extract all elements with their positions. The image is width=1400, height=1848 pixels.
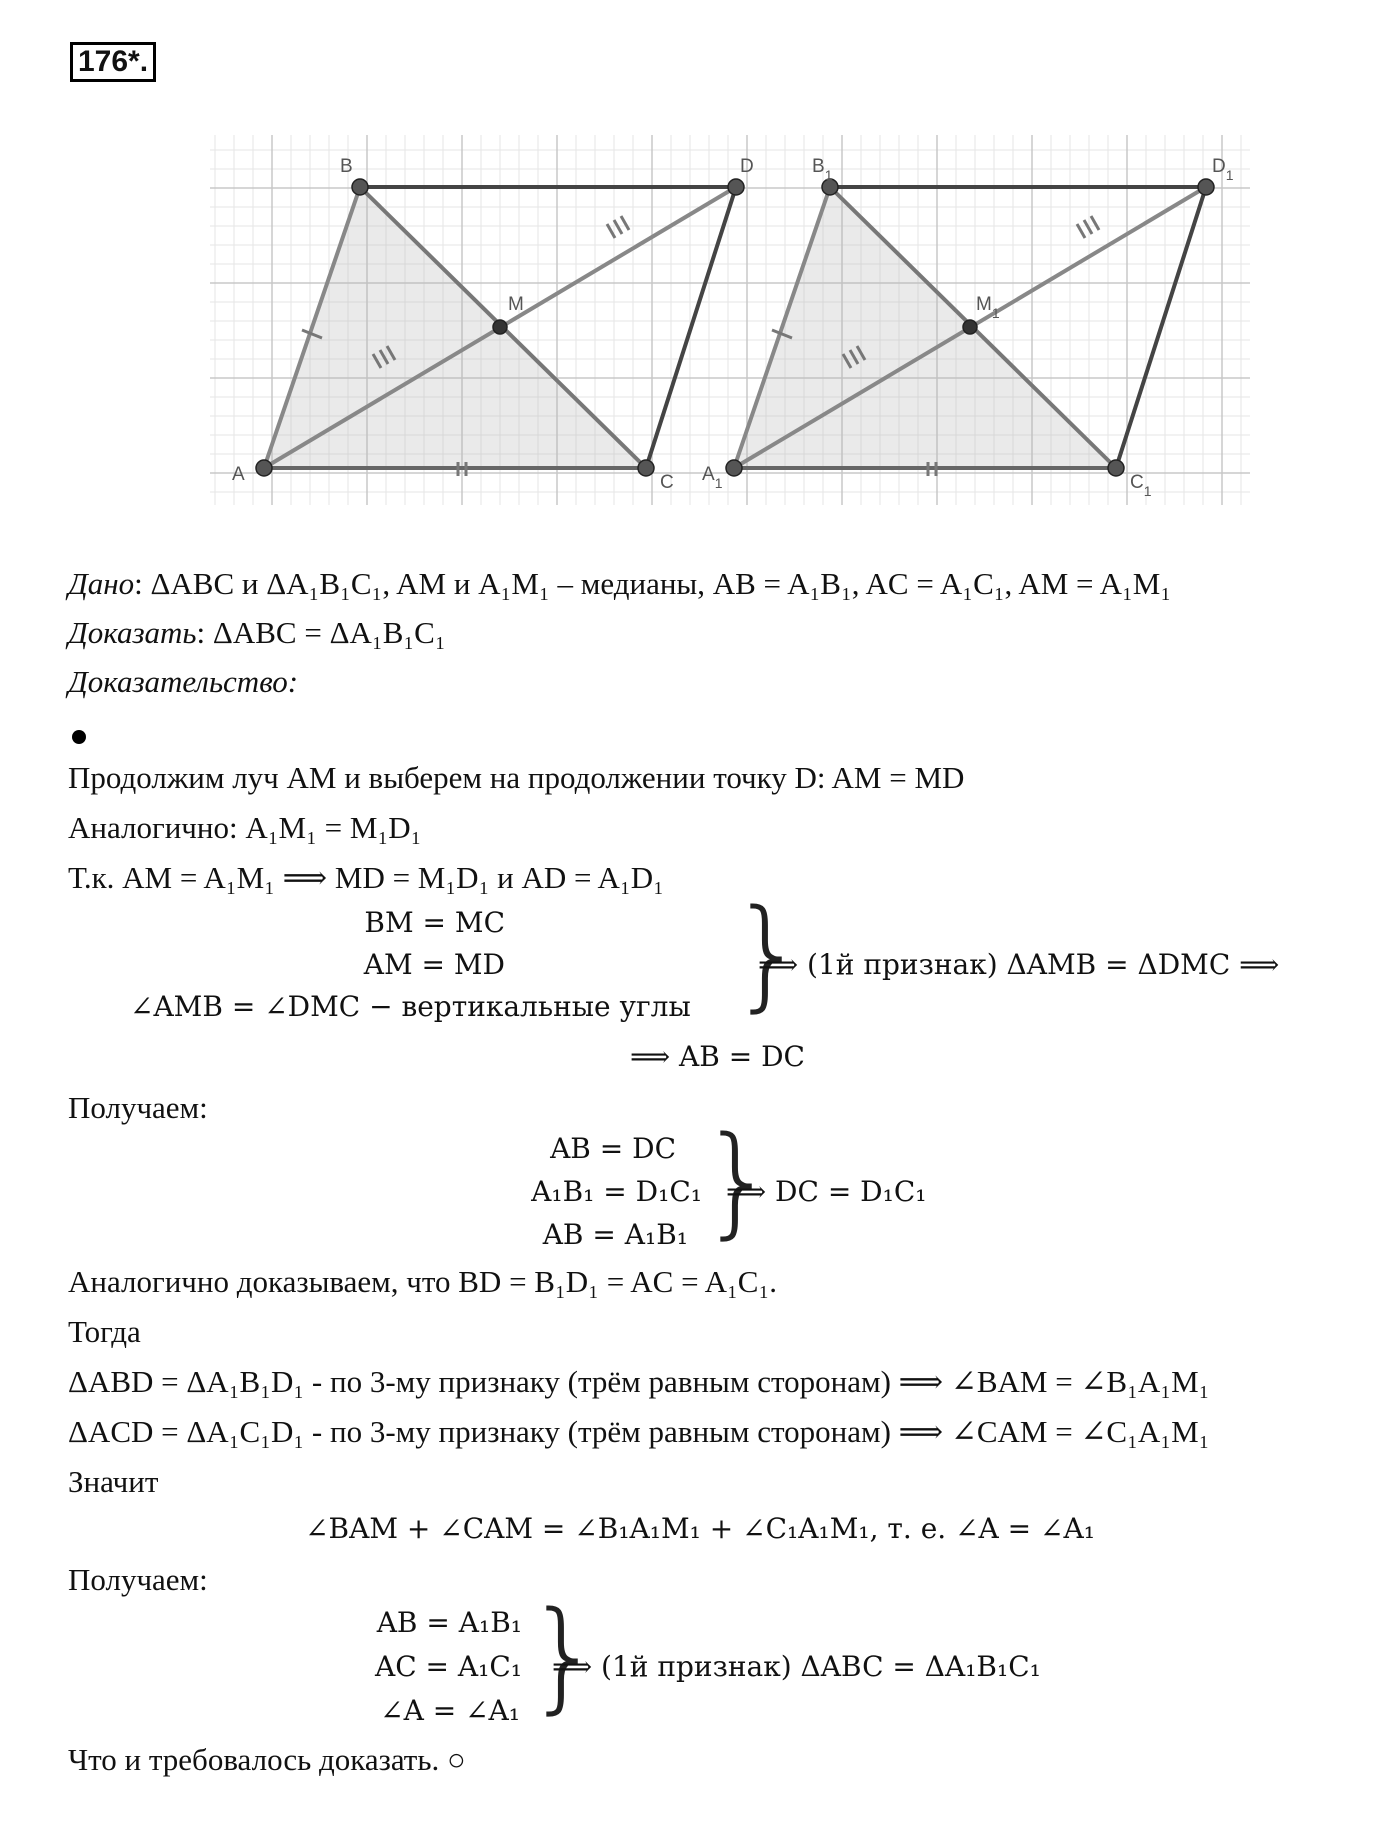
segment-d1c1 [1116, 187, 1206, 468]
given-label: Дано [68, 566, 135, 601]
step-3: Т.к. AM = A₁M₁ ⟹ MD = M₁D₁ и AD = A₁D₁ [68, 860, 664, 895]
label-c: C [660, 472, 674, 493]
point-d [728, 179, 744, 195]
system3-conclusion: ⟹ (1й признак) ΔABC = ΔA₁B₁C₁ [552, 1650, 1041, 1683]
label-b1: $B_1$ [812, 156, 833, 183]
point-b [352, 179, 368, 195]
system2-line-2: A₁B₁ = D₁C₁ [531, 1175, 702, 1208]
prove-text: : ΔABC = ΔA₁B₁C₁ [196, 615, 446, 650]
system2-conclusion: ⟹ DC = D₁C₁ [726, 1175, 927, 1208]
point-a [256, 460, 272, 476]
step-4: Аналогично доказываем, что BD = B₁D₁ = AC = A₁C₁. [68, 1264, 778, 1299]
geometry-figure [200, 130, 1260, 510]
point-m [493, 320, 507, 334]
point-d1 [1198, 179, 1214, 195]
point-c [638, 460, 654, 476]
system1-line-1: BM = MC [364, 906, 505, 939]
point-a1 [726, 460, 742, 476]
point-c1 [1108, 460, 1124, 476]
angle-sum: ∠BAM + ∠CAM = ∠B₁A₁M₁ + ∠C₁A₁M₁, т. е. ∠A = ∠A₁ [305, 1512, 1095, 1545]
system2-line-3: AB = A₁B₁ [542, 1218, 688, 1251]
label-d1: $D_1$ [1212, 156, 1234, 183]
label-c1: $C_1$ [1130, 472, 1152, 499]
right-brace-2: } [700, 1112, 777, 1251]
means-label: Значит [68, 1464, 159, 1499]
system1-result: ⟹ AB = DC [630, 1040, 805, 1073]
bullet-marker [72, 730, 86, 744]
get-1: Получаем: [68, 1090, 208, 1125]
qed: Что и требовалось доказать. ○ [68, 1742, 466, 1777]
triangle-a1b1c1 [734, 187, 1116, 468]
system3-line-1: AB = A₁B₁ [376, 1606, 522, 1639]
prove-line [68, 615, 446, 651]
system1-conclusion: ⟹ (1й признак) ΔAMB = ΔDMC ⟹ [758, 948, 1280, 981]
system1-line-2: AM = MD [363, 948, 505, 981]
get-2: Получаем: [68, 1562, 208, 1597]
point-m1 [963, 320, 977, 334]
label-a1: $A_1$ [702, 464, 723, 491]
label-b: B [340, 156, 353, 177]
system3-line-2: AC = A₁C₁ [375, 1650, 522, 1683]
right-brace-3: } [526, 1587, 603, 1726]
label-d: D [740, 156, 754, 177]
step-2: Аналогично: A₁M₁ = M₁D₁ [68, 810, 422, 845]
label-a: A [232, 464, 245, 485]
step-5: ΔABD = ΔA₁B₁D₁ - по 3-му признаку (трём равным сторонам) ⟹ ∠BAM = ∠B₁A₁M₁ [68, 1364, 1210, 1399]
then-label: Тогда [68, 1314, 141, 1349]
segment-dc [646, 187, 736, 468]
triangle-abc [264, 187, 646, 468]
given-line [68, 566, 1171, 602]
proof-heading: Доказательство: [68, 664, 299, 699]
prove-label: Доказать [68, 615, 197, 650]
system3-line-3: ∠A = ∠A₁ [380, 1694, 520, 1727]
right-brace-1: } [730, 885, 807, 1024]
step-1: Продолжим луч AM и выберем на продолжении точку D: AM = MD [68, 760, 965, 795]
system2-line-1: AB = DC [550, 1132, 676, 1165]
problem-number: 176*. [70, 42, 156, 82]
label-m: M [508, 294, 524, 315]
label-m1: $M_1$ [976, 294, 1000, 321]
given-text: : ΔABC и ΔA₁B₁C₁, AM и A₁M₁ – медианы, AB = A₁B₁, AC = A₁C₁, AM = A₁M₁ [134, 566, 1172, 601]
system1-line-3: ∠AMB = ∠DMC − вертикальные углы [130, 990, 691, 1023]
step-6: ΔACD = ΔA₁C₁D₁ - по 3-му признаку (трём равным сторонам) ⟹ ∠CAM = ∠C₁A₁M₁ [68, 1414, 1210, 1449]
